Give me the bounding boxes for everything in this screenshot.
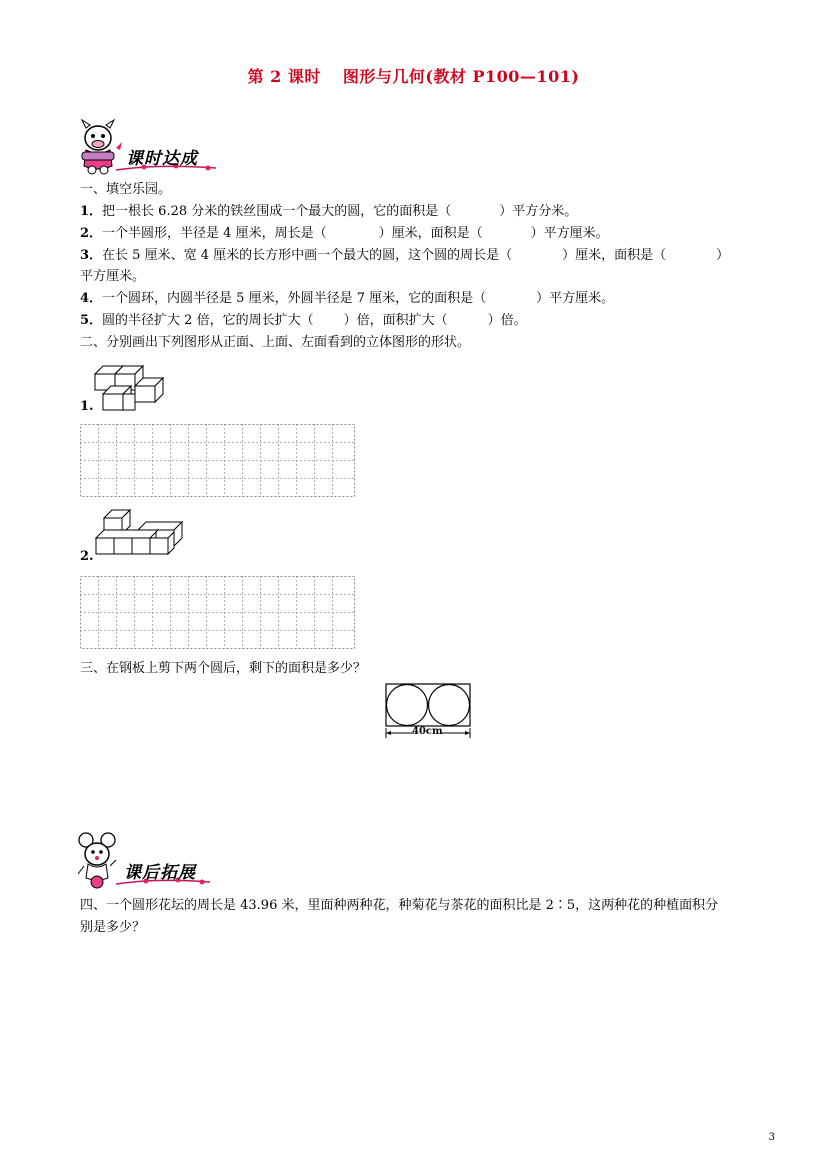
page-number: 3	[768, 1132, 775, 1143]
section-badge-practice	[76, 116, 226, 178]
question-4-flowerbed-continued: 别是多少？	[80, 920, 146, 935]
question-number: 1．	[80, 204, 103, 219]
section-heading-views: 二、分别画出下列图形从正面、上面、左面看到的立体图形的形状。	[80, 335, 471, 350]
question-2: 2．一个半圆形，半径是 4 厘米，周长是（ ）厘米，面积是（ ）平方厘米。	[80, 226, 609, 241]
question-3: 3．在长 5 厘米、宽 4 厘米的长方形中画一个最大的圆，这个圆的周长是（ ）厘米，面积是（ ）	[80, 248, 730, 263]
two-circles-diagram	[384, 682, 472, 740]
lesson-number: 第 2 课时	[247, 67, 321, 86]
page-title	[0, 64, 827, 87]
question-number: 5．	[80, 313, 103, 328]
question-number: 3．	[80, 248, 103, 263]
dimension-label: 40cm	[412, 726, 443, 737]
badge-label: 课时达成	[126, 149, 198, 169]
question-4: 4．一个圆环，内圆半径是 5 厘米，外圆半径是 7 厘米，它的面积是（ ）平方厘米。	[80, 291, 615, 306]
question-4-flowerbed: 四、一个圆形花坛的周长是 43.96 米，里面种两种花，种菊花与茶花的面积比是 2∶5，这两种花的种植面积分	[80, 898, 719, 913]
section-heading-fill-in: 一、填空乐园。	[80, 182, 172, 197]
cube-figure-2	[90, 508, 186, 558]
question-number: 2．	[80, 226, 103, 241]
badge-label: 课后拓展	[124, 863, 196, 883]
question-1: 1．把一根长 6.28 分米的铁丝围成一个最大的圆，它的面积是（ ）平方分米。	[80, 204, 578, 219]
figure-label-1: 1.	[80, 399, 94, 414]
figure-label-2: 2.	[80, 549, 94, 564]
drawing-grid-2[interactable]	[80, 576, 356, 650]
question-3-continued: 平方厘米。	[80, 269, 146, 284]
question-5: 5．圆的半径扩大 2 倍，它的周长扩大（ ）倍，面积扩大（ ）倍。	[80, 313, 527, 328]
question-number: 4．	[80, 291, 103, 306]
lesson-topic: 图形与几何(教材 P100—101)	[342, 67, 580, 86]
drawing-grid-1[interactable]	[80, 424, 356, 498]
cube-figure-1	[90, 356, 166, 412]
section-badge-extension	[76, 830, 216, 892]
section-heading-steel-plate: 三、在钢板上剪下两个圆后，剩下的面积是多少？	[80, 661, 367, 676]
